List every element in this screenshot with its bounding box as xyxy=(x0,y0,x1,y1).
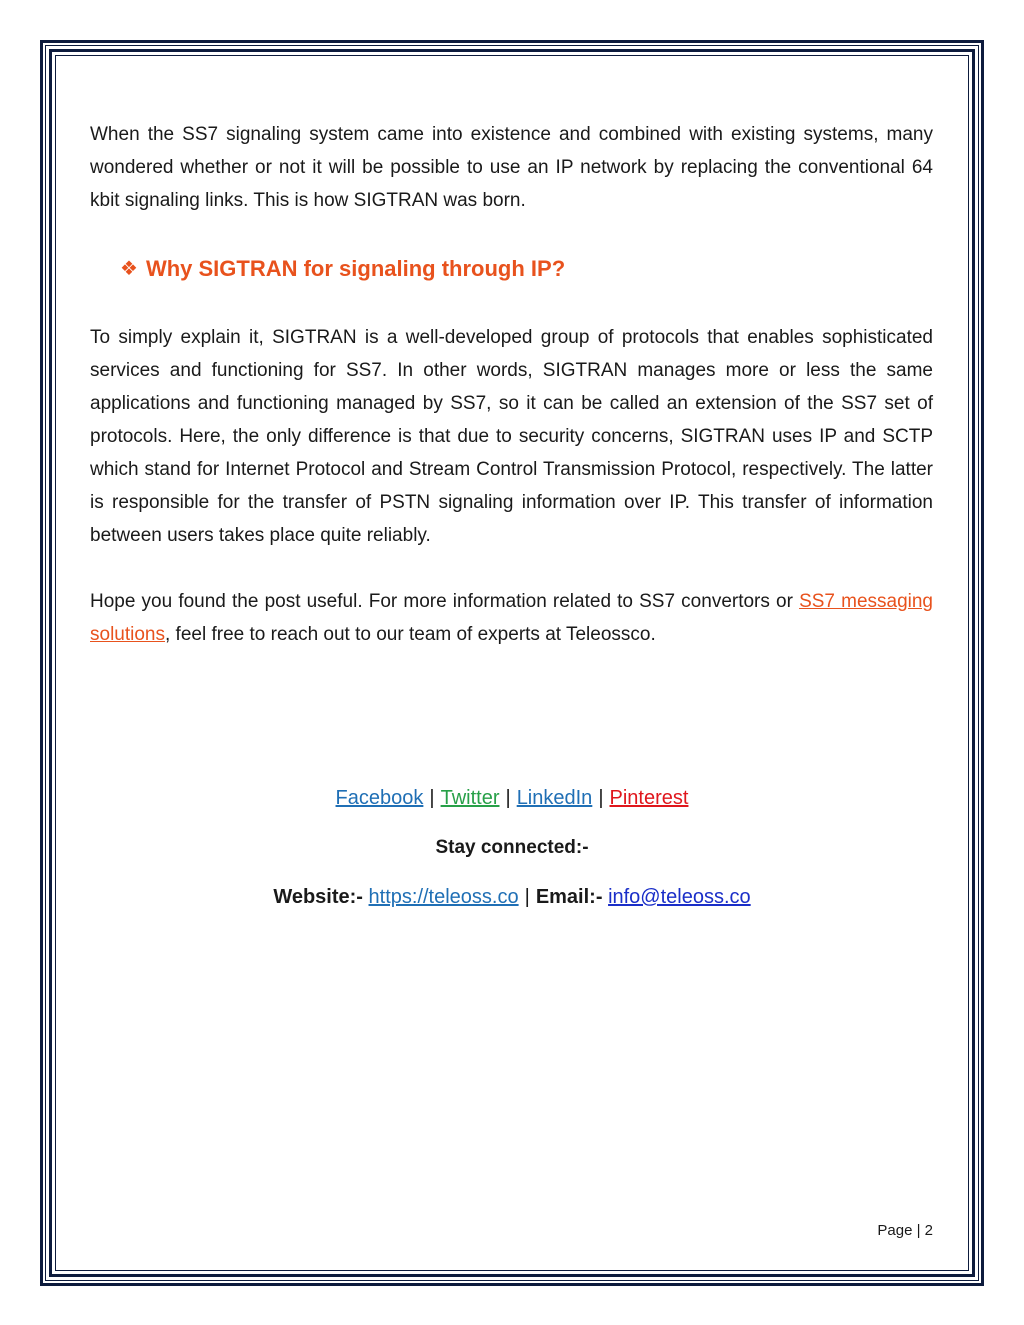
stay-connected-label: Stay connected:- xyxy=(435,837,589,858)
social-links xyxy=(0,783,1024,813)
section-body-paragraph: To simply explain it, SIGTRAN is a well-developed group of protocols that enables sophisticated services and functioning for SS7. In other words, SIGTRAN manages more or less the same applications and functioning managed by SS7, so it can be called an extension of the SS7 set of protocols. Here, the only difference is that due to security concerns, SIGTRAN uses IP and SCTP which stand for Internet Protocol and Stream Control Transmission Protocol, respectively. The latter is responsible for the transfer of PSTN signaling information over IP. This transfer of information between users takes place quite reliably. xyxy=(90,327,933,546)
website-link[interactable]: https://teleoss.co xyxy=(368,886,519,908)
closing-text-after: , feel free to reach out to our team of experts at Teleossco. xyxy=(165,624,656,645)
email-label: Email:- xyxy=(535,886,603,908)
facebook-link[interactable]: Facebook xyxy=(335,787,424,809)
separator: | xyxy=(524,886,530,908)
document-body xyxy=(90,118,933,651)
ss7-messaging-solutions-link[interactable]: SS7 messaging solutions xyxy=(90,591,933,645)
contact-line xyxy=(0,882,1024,912)
pinterest-link[interactable]: Pinterest xyxy=(609,787,689,809)
twitter-link[interactable]: Twitter xyxy=(440,787,500,809)
page-number: Page | 2 xyxy=(877,1222,933,1239)
separator: | xyxy=(429,787,435,809)
linkedin-link[interactable]: LinkedIn xyxy=(516,787,593,809)
email-link[interactable]: info@teleoss.co xyxy=(608,886,751,908)
closing-paragraph xyxy=(90,585,933,651)
section-heading xyxy=(120,254,933,284)
website-label: Website:- xyxy=(273,886,363,908)
section-heading-text: Why SIGTRAN for signaling through IP? xyxy=(145,256,566,281)
intro-paragraph: When the SS7 signaling system came into existence and combined with existing systems, many wondered whether or not it will be possible to use an IP network by replacing the conventional 64 kbit signaling links. This is how SIGTRAN was born. xyxy=(90,124,933,211)
diamond-bullet-icon: ❖ xyxy=(120,258,138,280)
separator: | xyxy=(505,787,511,809)
closing-text-before: Hope you found the post useful. For more information related to SS7 convertors or xyxy=(90,591,800,612)
separator: | xyxy=(598,787,604,809)
